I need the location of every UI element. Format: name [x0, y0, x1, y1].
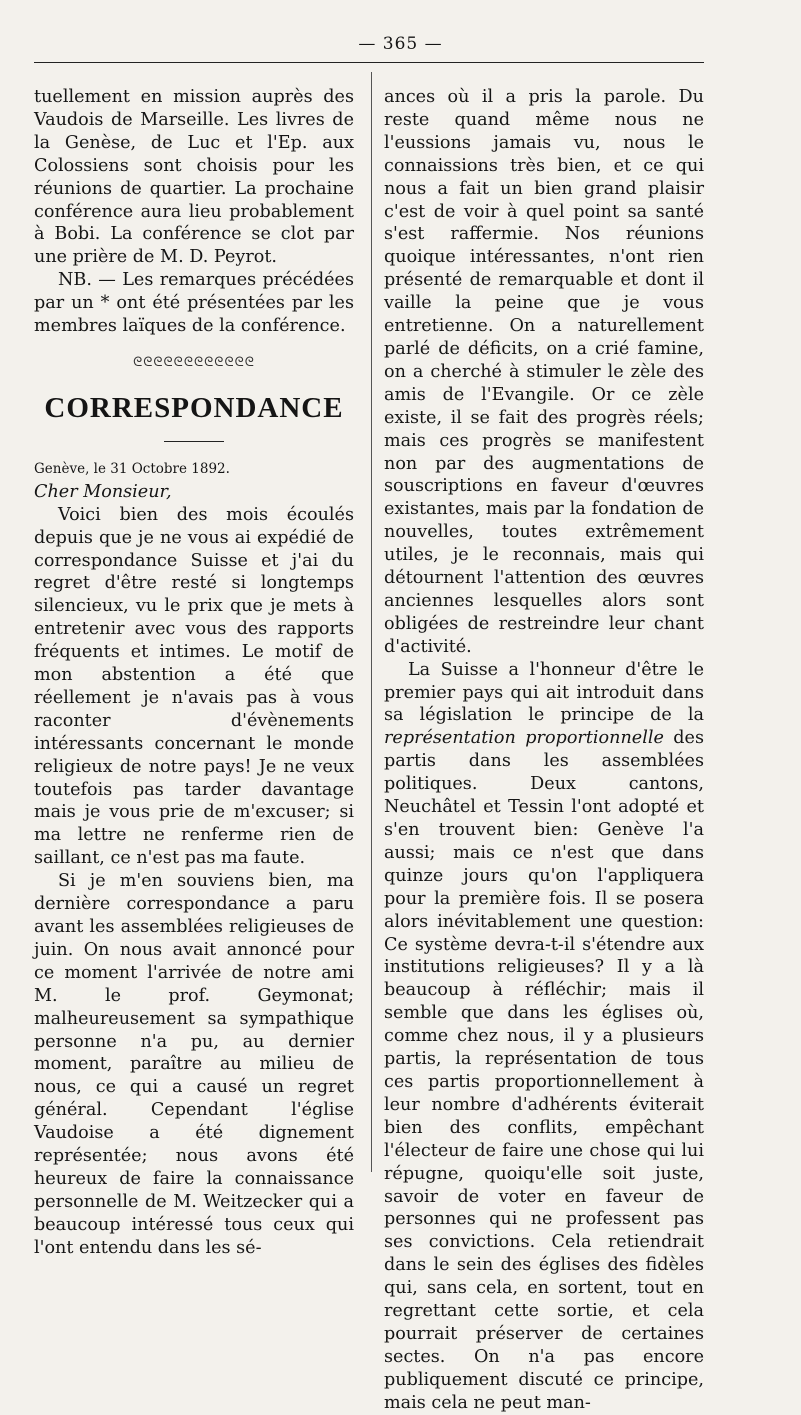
left-column	[34, 86, 354, 1260]
paragraph-2-text-before: La Suisse a l'honneur d'être le premier pays qui ait introduit dans sa législation le principe de la	[384, 659, 704, 726]
column-divider	[371, 72, 372, 1172]
salutation: Cher Monsieur,	[34, 481, 172, 502]
heading-rule	[164, 441, 224, 442]
paragraph-2-italic-term: représentation proportionnelle	[384, 728, 664, 749]
section-heading: CORRESPONDANCE	[44, 391, 344, 424]
nb-paragraph: NB. — Les remarques précédées par un * ont été présentées par les membres laïques de la conférence.	[34, 270, 354, 337]
intro-paragraph: tuellement en mission auprès des Vaudois de Marseille. Les livres de la Genèse, de Luc et l'Ep. aux Colossiens sont choisis pour les réunions de quartier. La prochaine conférence aura lieu probablement à Bobi. La conférence se clot par une prière de M. D. Peyrot.	[34, 87, 354, 268]
dateline: Genève, le 31 Octobre 1892.	[34, 460, 230, 477]
paragraph-2-text-after: des partis dans les assemblées politiques. Deux cantons, Neuchâtel et Tessin l'ont adopté et s'en trouvent bien: Genève l'a aussi; mais ce n'est que dans quinze jours qu'on l'appliquera pour la première fois. Il se posera alors inévitablement une question: Ce système devra-t-il s'étendre aux institutions religieuses? Il y a là beaucoup à réfléchir; mais il semble que dans les églises où, comme chez nous, il y a plusieurs partis, la représentation de tous ces partis proportionnellement à leur nombre d'adhérents éviterait bien des conflits, empêchant l'électeur de faire une chose qui lui répugne, quoiqu'elle soit juste, savoir de voter en faveur de personnes qui ne professent pas ses convictions. Cela retiendrait dans le sein des églises des fidèles qui, sans cela, en sortent, tout en regrettant cette sortie, et cela pourrait préserver de certaines sectes. On n'a pas encore publiquement discuté ce principe, mais cela ne peut man-	[384, 728, 704, 1413]
page-number: — 365 —	[358, 34, 443, 54]
right-column	[384, 86, 704, 1415]
ornament-divider: ᘓᘓᘓᘓᘓᘓᘓᘓᘓᘓᘓᘓ	[133, 354, 255, 370]
letter-paragraph-1: Voici bien des mois écoulés depuis que je ne vous ai expédié de correspondance Suisse et j'ai du regret d'être resté si longtemps silencieux, vu le prix que je mets à entretenir avec vous des rapports fréquents et intimes. Le motif de mon abstention a été que réellement je n'avais pas à vous raconter d'évènements intéressants concernant le monde religieux de notre pays! Je ne veux toutefois pas tarder davantage mais je vous prie de m'excuser; si ma lettre ne renferme rien de saillant, ce n'est pas ma faute.	[34, 504, 354, 869]
letter-paragraph-2: Si je m'en souviens bien, ma dernière correspondance a paru avant les assemblées religieuses de juin. On nous avait annoncé pour ce moment l'arrivée de notre ami M. le prof. Geymonat; malheureusement sa sympathique personne n'a pu, au dernier moment, paraître au milieu de nous, ce qui a causé un regret général. Cependant l'église Vaudoise a été dignement représentée; nous avons été heureux de faire la connaissance personnelle de M. Weitzecker qui a beaucoup intéressé tous ceux qui l'ont entendu dans les sé-	[34, 871, 354, 1258]
right-paragraph-1: ances où il a pris la parole. Du reste quand même nous ne l'eussions jamais vu, nous le connaissions très bien, et ce qui nous a fait un bien grand plaisir c'est de voir à quel point sa santé s'est raffermie. Nos réunions quoique intéressantes, n'ont rien présenté de remarquable et dont il vaille la peine que je vous entretienne. On a naturellement parlé de déficits, on a crié famine, on a cherché à stimuler le zèle des amis de l'Evangile. Or ce zèle existe, il se fait des progrès réels; mais ces progrès se manifestent non par des augmentations de souscriptions en faveur d'œuvres existantes, mais par la fondation de nouvelles, toutes extrêmement utiles, je le reconnais, mais qui détournent l'attention des œuvres anciennes lesquelles alors sont obligées de restreindre leur chant d'activité.	[384, 87, 704, 657]
right-paragraph-2	[384, 659, 704, 1415]
header-rule	[34, 62, 704, 63]
